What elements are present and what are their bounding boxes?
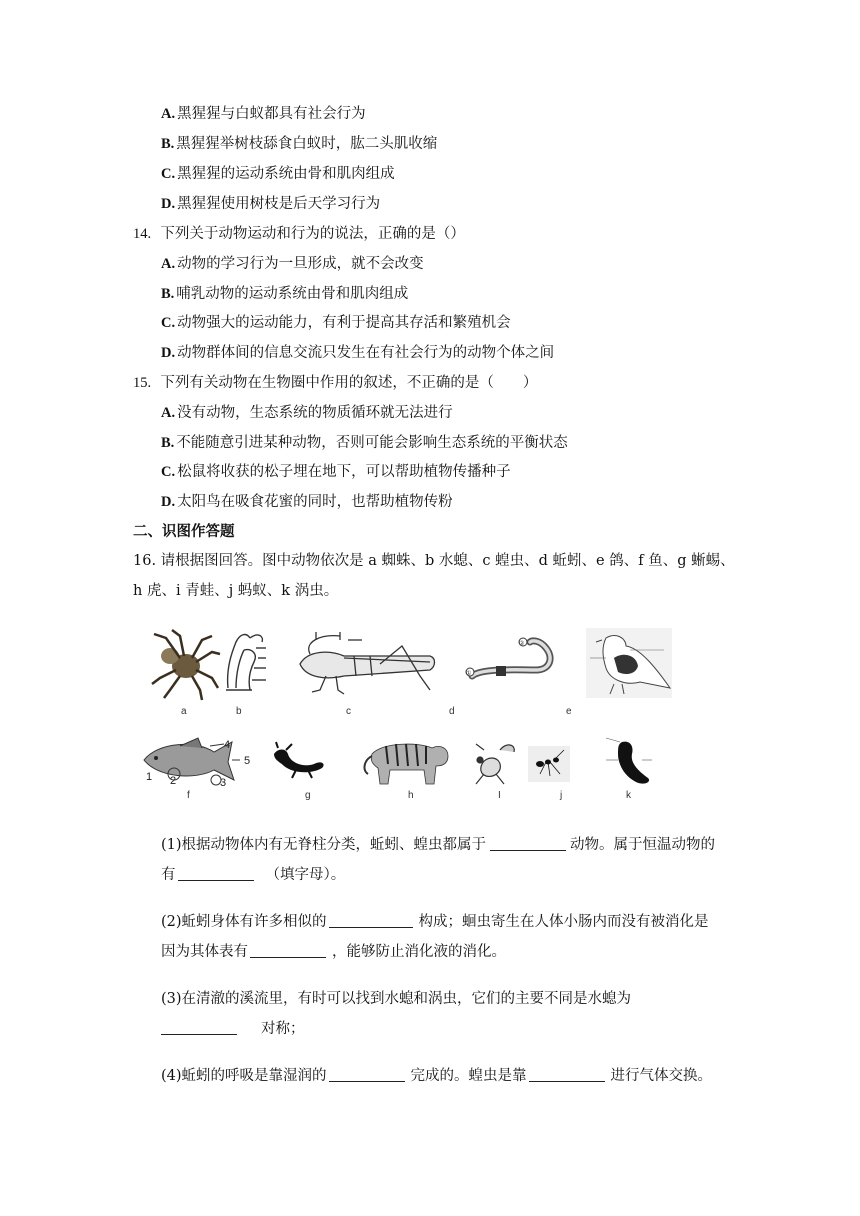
lizard-illustration	[274, 742, 324, 778]
fish-part-5: 5	[244, 755, 251, 767]
answer-blank-cuticle[interactable]	[250, 943, 326, 958]
flatworm-illustration	[606, 738, 652, 784]
q14-stem: 14. 下列关于动物运动和行为的说法，正确的是（）	[133, 226, 465, 242]
worm-part-2: ②	[519, 640, 525, 647]
q13-option-c: C. 黑猩猩的运动系统由骨和肌肉组成	[161, 166, 395, 182]
animal-figure-row1	[140, 628, 680, 708]
q14-option-c: C. 动物强大的运动能力，有利于提高其存活和繁殖机会	[161, 315, 511, 331]
q13-option-d: D. 黑猩猩使用树枝是后天学习行为	[161, 196, 381, 212]
q15-option-d: D. 太阳鸟在吸食花蜜的同时，也帮助植物传粉	[161, 494, 453, 510]
q16-part3-line2: 对称；	[161, 1019, 305, 1039]
q14-option-b: B. 哺乳动物的运动系统由骨和肌肉组成	[161, 286, 409, 302]
q16-intro-line2: h 虎、i 青蛙、j 蚂蚁、k 涡虫。	[133, 583, 339, 599]
figure-label-i: I	[498, 790, 501, 801]
q16-part1-line2: 有 （填字母）。	[161, 867, 346, 883]
q14-option-a: A. 动物的学习行为一旦形成，就不会改变	[161, 256, 424, 272]
figure-label-g: g	[305, 790, 311, 801]
earthworm-illustration	[466, 638, 550, 677]
fish-illustration	[144, 738, 250, 789]
figure-label-a: a	[181, 706, 187, 717]
q16-part3-line1: (3)在清澈的溪流里，有时可以找到水螅和涡虫，它们的主要不同是水螅为	[161, 991, 632, 1007]
pigeon-illustration	[586, 628, 672, 698]
figure-label-f: f	[187, 790, 190, 801]
figure-label-b: b	[236, 706, 242, 717]
fish-part-4: 4	[224, 739, 231, 751]
q16-intro-line1: 16. 请根据图回答。图中动物依次是 a 蜘蛛、b 水螅、c 蝗虫、d 蚯蚓、e 鸽、f 鱼、g 蜥蜴、	[133, 553, 735, 569]
answer-blank-warm-blooded[interactable]	[178, 866, 254, 881]
q13-option-b: B. 黑猩猩举树枝舔食白蚁时，肱二头肌收缩	[161, 136, 438, 152]
frog-illustration	[476, 744, 514, 784]
answer-blank-body-wall[interactable]	[329, 1067, 405, 1082]
q16-part2-line1: (2)蚯蚓身体有许多相似的 构成；蛔虫寄生在人体小肠内而没有被消化是	[161, 914, 709, 930]
answer-blank-trachea[interactable]	[529, 1067, 605, 1082]
ant-illustration	[528, 746, 570, 782]
q15-stem: 15. 下列有关动物在生物圈中作用的叙述，不正确的是（ ）	[133, 375, 538, 391]
spider-illustration	[152, 630, 220, 700]
figure-label-d: d	[449, 706, 455, 717]
fish-part-3: 3	[220, 777, 227, 789]
q13-option-a: A. 黑猩猩与白蚁都具有社会行为	[161, 106, 366, 122]
section-heading: 二、识图作答题	[133, 523, 235, 540]
tiger-illustration	[365, 744, 448, 784]
figure-label-e: e	[566, 706, 572, 717]
answer-blank-invertebrate[interactable]	[490, 836, 566, 851]
animal-figure-row2	[136, 734, 666, 792]
q16-part2-line2: 因为其体表有 ，能够防止消化液的消化。	[161, 944, 506, 960]
figure-label-j: j	[560, 790, 563, 801]
worm-part-1: ①	[466, 670, 472, 677]
fish-part-2: 2	[170, 775, 177, 787]
q16-part1-line1: (1)根据动物体内有无脊柱分类，蚯蚓、蝗虫都属于 动物。属于恒温动物的	[161, 837, 716, 853]
answer-blank-symmetry[interactable]	[161, 1020, 237, 1035]
grasshopper-illustration	[300, 632, 435, 694]
q15-option-a: A. 没有动物，生态系统的物质循环就无法进行	[161, 405, 453, 421]
figure-label-k: k	[626, 790, 631, 801]
q14-option-d: D. 动物群体间的信息交流只发生在有社会行为的动物个体之间	[161, 345, 555, 361]
q15-option-b: B. 不能随意引进某种动物，否则可能会影响生态系统的平衡状态	[161, 435, 568, 451]
hydra-illustration	[226, 635, 266, 690]
figure-label-h: h	[408, 790, 414, 801]
fish-part-1: 1	[146, 771, 153, 783]
q15-option-c: C. 松鼠将收获的松子埋在地下，可以帮助植物传播种子	[161, 464, 511, 480]
q16-part4-line1: (4)蚯蚓的呼吸是靠湿润的 完成的。蝗虫是靠 进行气体交换。	[161, 1068, 713, 1084]
figure-label-c: c	[346, 706, 351, 717]
answer-blank-segments[interactable]	[329, 913, 413, 928]
